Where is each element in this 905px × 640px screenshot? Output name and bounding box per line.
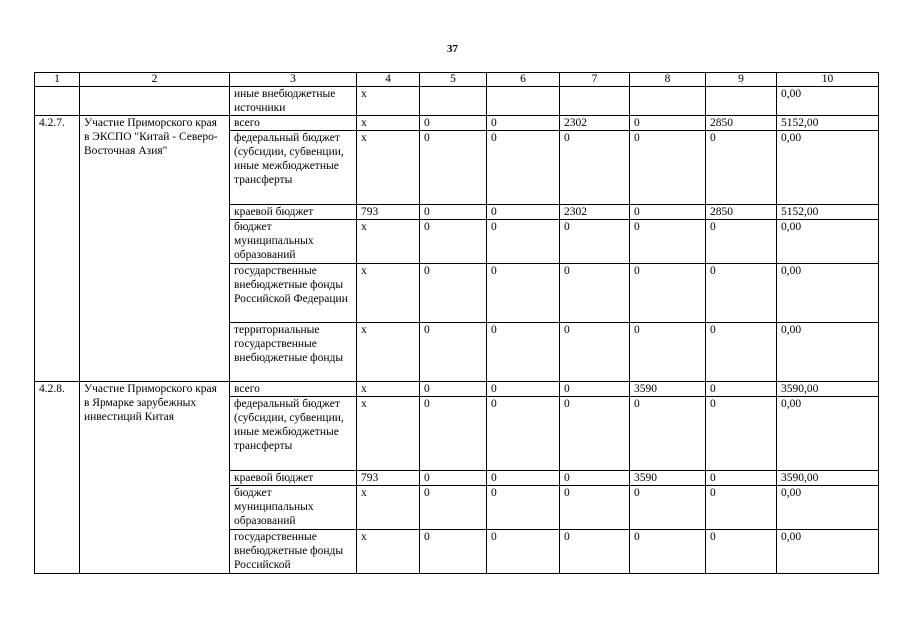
cell-col6: 0 xyxy=(487,382,560,397)
cell-col8: 0 xyxy=(630,486,706,530)
table-row xyxy=(35,382,879,397)
funding-source: бюджет муниципальных образований xyxy=(230,220,357,264)
cell-col9: 2850 xyxy=(706,116,777,131)
cell-col6: 0 xyxy=(487,397,560,471)
cell-col9: 0 xyxy=(706,471,777,486)
cell-col5: 0 xyxy=(420,205,487,220)
cell-col6: 0 xyxy=(487,486,560,530)
cell-col10: 0,00 xyxy=(777,397,879,471)
cell-col9: 0 xyxy=(706,264,777,323)
cell-col9: 0 xyxy=(706,220,777,264)
cell-col4: х xyxy=(357,397,420,471)
budget-table xyxy=(34,72,879,574)
cell-col5: 0 xyxy=(420,220,487,264)
cell-col6: 0 xyxy=(487,264,560,323)
item-name: Участие Приморского края в ЭКСПО "Китай - Северо-Восточная Азия" xyxy=(80,116,230,382)
funding-source: государственные внебюджетные фонды Российской xyxy=(230,530,357,574)
table-row xyxy=(35,87,879,116)
cell-col8: 3590 xyxy=(630,382,706,397)
cell-col10: 0,00 xyxy=(777,323,879,382)
cell-col6: 0 xyxy=(487,131,560,205)
cell-col8: 0 xyxy=(630,530,706,574)
header-row xyxy=(35,73,879,87)
cell-col10: 0,00 xyxy=(777,220,879,264)
funding-source: федеральный бюджет (субсидии, субвенции, иные межбюджетные трансферты xyxy=(230,131,357,205)
cell-col7: 0 xyxy=(560,131,630,205)
cell-col7: 0 xyxy=(560,323,630,382)
column-header: 4 xyxy=(357,73,420,87)
cell-col7 xyxy=(560,87,630,116)
cell-col4: х xyxy=(357,382,420,397)
item-code: 4.2.8. xyxy=(35,382,80,574)
cell-col6: 0 xyxy=(487,116,560,131)
cell-col6 xyxy=(487,87,560,116)
funding-source: всего xyxy=(230,382,357,397)
cell-col5: 0 xyxy=(420,264,487,323)
cell-col4: х xyxy=(357,116,420,131)
cell-col7: 0 xyxy=(560,530,630,574)
cell-col6: 0 xyxy=(487,323,560,382)
cell-col9: 2850 xyxy=(706,205,777,220)
column-header: 7 xyxy=(560,73,630,87)
cell-col6: 0 xyxy=(487,530,560,574)
item-code-cell xyxy=(35,87,80,116)
cell-col8: 3590 xyxy=(630,471,706,486)
column-header: 10 xyxy=(777,73,879,87)
funding-source: иные внебюджетные источники xyxy=(230,87,357,116)
funding-source: бюджет муниципальных образований xyxy=(230,486,357,530)
cell-col7: 0 xyxy=(560,471,630,486)
cell-col7: 0 xyxy=(560,220,630,264)
funding-source: федеральный бюджет (субсидии, субвенции, иные межбюджетные трансферты xyxy=(230,397,357,471)
cell-col8: 0 xyxy=(630,397,706,471)
column-header: 1 xyxy=(35,73,80,87)
cell-col8 xyxy=(630,87,706,116)
cell-col10: 3590,00 xyxy=(777,471,879,486)
cell-col8: 0 xyxy=(630,323,706,382)
cell-col5: 0 xyxy=(420,471,487,486)
cell-col10: 0,00 xyxy=(777,131,879,205)
cell-col9: 0 xyxy=(706,397,777,471)
cell-col9: 0 xyxy=(706,486,777,530)
cell-col8: 0 xyxy=(630,205,706,220)
cell-col10: 0,00 xyxy=(777,264,879,323)
cell-col9: 0 xyxy=(706,323,777,382)
cell-col10: 0,00 xyxy=(777,530,879,574)
cell-col9: 0 xyxy=(706,382,777,397)
cell-col8: 0 xyxy=(630,116,706,131)
cell-col4: х xyxy=(357,131,420,205)
funding-source: всего xyxy=(230,116,357,131)
cell-col10: 0,00 xyxy=(777,87,879,116)
column-header: 9 xyxy=(706,73,777,87)
cell-col8: 0 xyxy=(630,131,706,205)
cell-col6: 0 xyxy=(487,205,560,220)
cell-col10: 5152,00 xyxy=(777,116,879,131)
column-header: 8 xyxy=(630,73,706,87)
item-code: 4.2.7. xyxy=(35,116,80,382)
cell-col6: 0 xyxy=(487,471,560,486)
column-header: 2 xyxy=(80,73,230,87)
cell-col5: 0 xyxy=(420,323,487,382)
cell-col10: 5152,00 xyxy=(777,205,879,220)
cell-col10: 3590,00 xyxy=(777,382,879,397)
cell-col9: 0 xyxy=(706,131,777,205)
funding-source: краевой бюджет xyxy=(230,205,357,220)
cell-col4: х xyxy=(357,530,420,574)
cell-col7: 2302 xyxy=(560,116,630,131)
column-header: 3 xyxy=(230,73,357,87)
cell-col4: х xyxy=(357,87,420,116)
cell-col5: 0 xyxy=(420,116,487,131)
table-row xyxy=(35,116,879,131)
cell-col5: 0 xyxy=(420,397,487,471)
cell-col9: 0 xyxy=(706,530,777,574)
cell-col4: х xyxy=(357,323,420,382)
item-name-cell xyxy=(80,87,230,116)
page-number: 37 xyxy=(447,43,458,55)
cell-col7: 2302 xyxy=(560,205,630,220)
cell-col5 xyxy=(420,87,487,116)
cell-col5: 0 xyxy=(420,131,487,205)
cell-col7: 0 xyxy=(560,486,630,530)
funding-source: территориальные государственные внебюджетные фонды xyxy=(230,323,357,382)
cell-col4: 793 xyxy=(357,205,420,220)
column-header: 5 xyxy=(420,73,487,87)
cell-col8: 0 xyxy=(630,264,706,323)
cell-col8: 0 xyxy=(630,220,706,264)
cell-col4: х xyxy=(357,264,420,323)
cell-col4: 793 xyxy=(357,471,420,486)
cell-col7: 0 xyxy=(560,264,630,323)
item-name: Участие Приморского края в Ярмарке зарубежных инвестиций Китая xyxy=(80,382,230,574)
cell-col6: 0 xyxy=(487,220,560,264)
column-header: 6 xyxy=(487,73,560,87)
cell-col7: 0 xyxy=(560,397,630,471)
cell-col10: 0,00 xyxy=(777,486,879,530)
cell-col5: 0 xyxy=(420,486,487,530)
cell-col7: 0 xyxy=(560,382,630,397)
funding-source: государственные внебюджетные фонды Российской Федерации xyxy=(230,264,357,323)
cell-col9 xyxy=(706,87,777,116)
funding-source: краевой бюджет xyxy=(230,471,357,486)
cell-col5: 0 xyxy=(420,382,487,397)
cell-col4: х xyxy=(357,220,420,264)
cell-col5: 0 xyxy=(420,530,487,574)
cell-col4: х xyxy=(357,486,420,530)
